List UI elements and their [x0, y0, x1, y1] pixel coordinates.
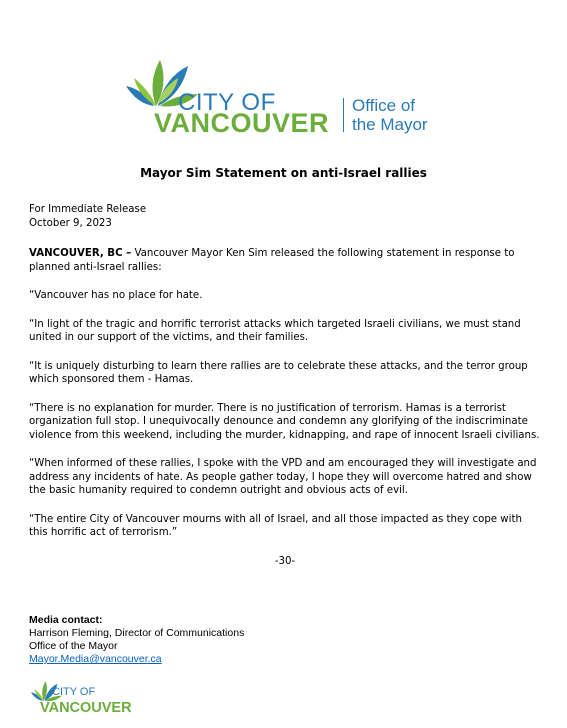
paragraph: “When informed of these rallies, I spoke with the VPD and am encouraged they will investigate and address any incidents of hate. As people gather today, I hope they will overcome hatred and show the basic humanity required to condemn outright and obvious acts of evil.	[29, 458, 537, 496]
logo-city-of-text: CITY OF	[178, 89, 276, 116]
paragraph: “It is uniquely disturbing to learn there rallies are to celebrate these attacks, and the terror group which sponsored them - Hamas.	[29, 360, 528, 385]
footer-vancouver-text: VANCOUVER	[40, 700, 132, 716]
paragraph: “Vancouver has no place for hate.	[29, 290, 203, 301]
footer-city-of-text: CITY OF	[52, 686, 96, 698]
contact-email-link[interactable]: Mayor.Media@vancouver.ca	[29, 653, 162, 665]
end-mark: -30-	[274, 555, 296, 567]
dateline: VANCOUVER, BC –	[29, 248, 132, 259]
city-of-vancouver-office-of-the-mayor-logo	[126, 48, 446, 138]
statement-title: Mayor Sim Statement on anti-Israel rallies	[140, 166, 427, 180]
paragraph: “There is no explanation for murder. There is no justification of terrorism. Hamas is a terrorist organization full stop. I unequivocally denounce and condemn any glorifying of the indiscriminate violence from this weekend, including the murder, kidnapping, and rape of innocent Israeli civilians.	[29, 402, 540, 441]
release-label: For Immediate Release	[29, 204, 147, 215]
release-date: October 9, 2023	[29, 217, 112, 229]
footer-city-logo	[30, 676, 150, 721]
release-info	[29, 203, 541, 230]
paragraph: “The entire City of Vancouver mourns with all of Israel, and all those impacted as they cope with this horrific act of terrorism.”	[29, 513, 522, 538]
intro-paragraph	[29, 247, 541, 274]
logo-divider	[343, 98, 344, 132]
contact-name-title: Harrison Fleming, Director of Communications	[29, 627, 245, 639]
media-contact-label: Media contact:	[29, 614, 103, 626]
the-mayor-text: the Mayor	[352, 115, 428, 134]
media-contact	[29, 614, 244, 666]
paragraph: “In light of the tragic and horrific terrorist attacks which targeted Israeli civilians, we must stand united in our support of the victims, and their families.	[29, 318, 521, 343]
intro-text: Vancouver Mayor Ken Sim released the following statement in response to planned anti-Israel rallies:	[29, 248, 515, 273]
office-of-text: Office of	[352, 96, 415, 115]
logo-vancouver-text: VANCOUVER	[154, 108, 330, 138]
statement-body	[29, 203, 541, 568]
contact-office: Office of the Mayor	[29, 640, 118, 652]
